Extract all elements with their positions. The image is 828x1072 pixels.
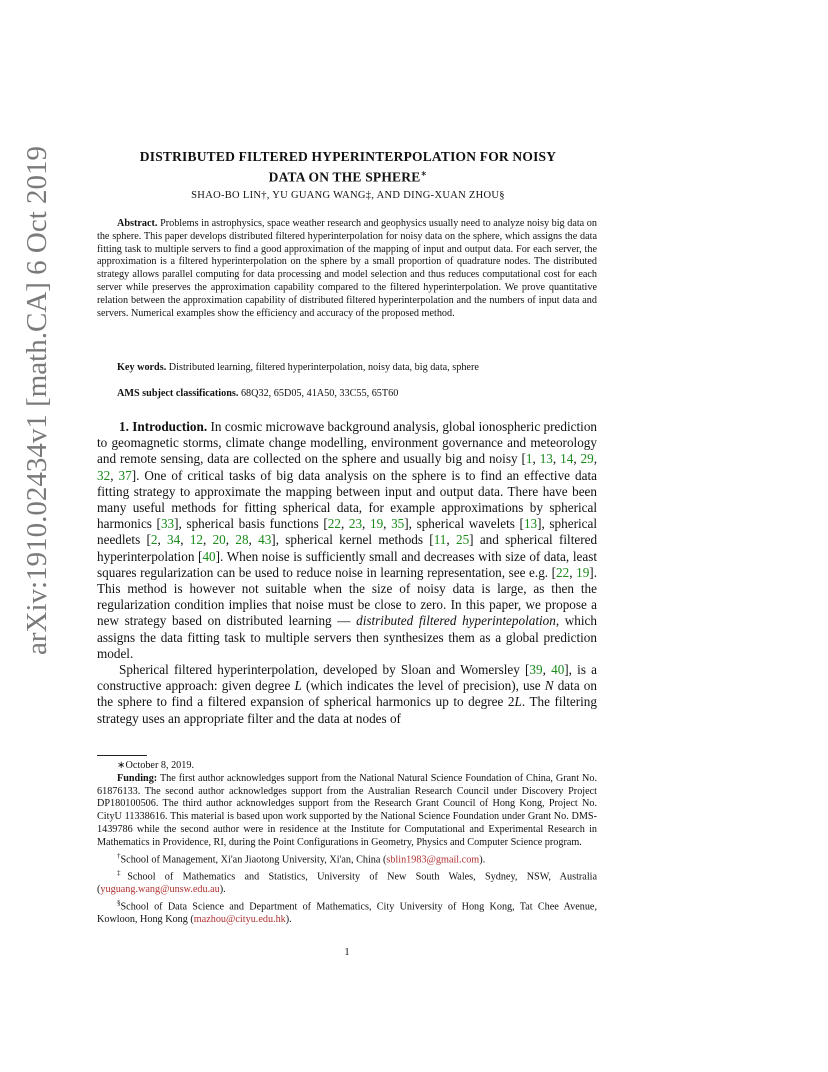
body-text: , [180, 532, 190, 548]
title-line-2 [98, 165, 598, 186]
body-text: , [573, 451, 581, 467]
citation-link[interactable]: 33 [160, 516, 175, 532]
intro-paragraph-2 [97, 662, 597, 727]
body-text: In cosmic microwave background analysis, global ionospheric prediction to geomagnetic storms, climate change modelling, environment governance and meteorology and remote sensing, data are collected on the sphere and usually big and noisy [ [97, 419, 598, 467]
body-text: Spherical filtered hyperinterpolation, developed by Sloan and Womersley [ [119, 662, 530, 678]
italic-text: distributed filtered hyperintepolation [356, 613, 556, 629]
affiliation-1-end: ). [479, 853, 486, 865]
affiliation-1-text: School of Management, Xi'an Jiaotong University, Xi'an, China ( [120, 853, 387, 865]
body-text: , [552, 451, 561, 467]
body-text: ]. One of critical tasks of big data analysis on the sphere is to find an effective data fitting strategy to approximate the mapping between input and output data. There have been many useful methods for fitting spherical data, for example approximations by spherical harmonics [ [97, 467, 598, 532]
intro-paragraph-1 [97, 419, 597, 662]
citation-link[interactable]: 19 [369, 516, 384, 532]
ams-text: 68Q32, 65D05, 41A50, 33C55, 65T60 [240, 388, 399, 399]
body-text: , [532, 451, 540, 467]
footnote-affiliation-2 [97, 867, 597, 897]
paper-title [98, 148, 598, 186]
footnote-mark-section: § [117, 898, 121, 907]
italic-text: N [544, 678, 554, 694]
email-link-wang[interactable]: yuguang.wang@unsw.edu.au [100, 883, 220, 895]
citation-link[interactable]: 22 [327, 516, 341, 532]
citation-link[interactable]: 14 [560, 451, 574, 467]
citation-link[interactable]: 13 [539, 451, 553, 467]
body-text: ], spherical wavelets [ [404, 516, 524, 532]
title-line-2-text: DATA ON THE SPHERE [268, 169, 421, 185]
body-text: ], spherical kernel methods [ [271, 532, 434, 548]
email-link-zhou[interactable]: mazhou@cityu.edu.hk [193, 913, 286, 925]
abstract-label: Abstract. [117, 218, 158, 229]
body-text: , which assigns the data fitting task to multiple servers then synthesizes them as a global prediction model. [97, 613, 598, 661]
body-text: , [446, 532, 456, 548]
italic-text: L [514, 694, 522, 710]
body-text: . The filtering strategy uses an appropriate filter and the data at nodes of [97, 694, 597, 726]
footnotes [97, 760, 597, 927]
body-text: , [340, 516, 349, 532]
footnote-date: ∗October 8, 2019. [117, 760, 195, 771]
title-line-1: DISTRIBUTED FILTERED HYPERINTERPOLATION FOR NOISY [139, 149, 557, 164]
footnote-mark-double-dagger: ‡ [117, 868, 128, 877]
introduction-section [97, 419, 597, 727]
keywords [97, 361, 597, 374]
citation-link[interactable]: 11 [433, 532, 447, 548]
citation-link[interactable]: 35 [391, 516, 405, 532]
citation-link[interactable]: 13 [523, 516, 538, 532]
abstract [97, 218, 597, 320]
citation-link[interactable]: 39 [529, 662, 543, 678]
email-link-lin[interactable]: sblin1983@gmail.com [386, 853, 480, 865]
citation-link[interactable]: 1 [525, 451, 533, 467]
author-list: SHAO-BO LIN†, YU GUANG WANG‡, AND DING-XUAN ZHOU§ [191, 190, 505, 201]
footnote-mark-dagger: † [117, 851, 121, 860]
footnote-rule [97, 755, 147, 756]
page-number: 1 [344, 947, 350, 958]
citation-link[interactable]: 19 [576, 564, 590, 580]
footnote-funding [97, 773, 597, 850]
citation-link[interactable]: 12 [189, 532, 203, 548]
citation-link[interactable]: 2 [150, 532, 158, 548]
body-text: , [383, 516, 392, 532]
citation-link[interactable]: 20 [212, 532, 226, 548]
body-text: ], spherical basis functions [ [174, 516, 328, 532]
affiliation-2-text: School of Mathematics and Statistics, University of New South Wales, Sydney, NSW, Australia ( [97, 871, 598, 895]
footnote-affiliation-1 [97, 850, 597, 867]
citation-link[interactable]: 32 [97, 467, 111, 483]
citation-link[interactable]: 25 [455, 532, 470, 548]
body-text: , [110, 467, 119, 483]
arxiv-identifier-stamp: arXiv:1910.02434v1 [math.CA] 6 Oct 2019 [21, 145, 53, 655]
body-text: , [569, 564, 577, 580]
funding-label: Funding: [117, 772, 158, 784]
citation-link[interactable]: 23 [348, 516, 363, 532]
body-text: , [203, 532, 213, 548]
body-text: , [248, 532, 259, 548]
funding-text: The first author acknowledges support from the National Natural Science Foundation of China, Grant No. 61876133. The second author acknowledges support from the Australian Research Council under Discovery Project DP180100506. The third author acknowledges support from the Research Grant Council of Hong Kong, Project No. CityU 11338616. This material is based upon work supported by the National Science Foundation under Grant No. DMS-1439786 while the second author were in residence at the Institute for Computational and Experimental Research in Mathematics in Providence, RI, during the Point Configurations in Geometry, Physics and Computer Science program. [97, 772, 597, 848]
italic-text: L [294, 678, 302, 694]
title-footnote-mark: ∗ [420, 169, 428, 178]
citation-link[interactable]: 40 [551, 662, 565, 678]
citation-link[interactable]: 34 [167, 532, 181, 548]
body-text: , [542, 662, 552, 678]
body-text: ]. This method is however not suitable when the size of noisy data is large, as then the regularization condition implies that noise must be close to zero. In this paper, we propose a new strategy based on distributed learning — [97, 564, 597, 629]
body-text: , [225, 532, 236, 548]
body-text: , [157, 532, 168, 548]
ams-classifications [97, 387, 597, 400]
body-text: (which indicates the level of precision), use [301, 678, 545, 694]
footnote-affiliation-3 [97, 897, 597, 927]
body-text: ], spherical needlets [ [97, 516, 598, 548]
affiliation-3-text: School of Data Science and Department of Mathematics, City University of Hong Kong, Tat Chee Avenue, Kowloon, Hong Kong ( [97, 901, 597, 925]
keywords-text: Distributed learning, filtered hyperinterpolation, noisy data, big data, sphere [168, 362, 479, 373]
citation-link[interactable]: 29 [580, 451, 594, 467]
citation-link[interactable]: 40 [202, 548, 216, 564]
body-text: ] and spherical filtered hyperinterpolation [ [97, 532, 598, 564]
body-text: , [593, 451, 598, 467]
section-heading: 1. Introduction. [119, 419, 208, 434]
ams-label: AMS subject classifications. [117, 388, 239, 399]
intro-paragraph-1-body [97, 419, 597, 661]
body-text: data on the sphere to find a filtered expansion of spherical harmonics up to degree 2 [97, 678, 597, 710]
citation-link[interactable]: 37 [118, 467, 132, 483]
affiliation-2-end: ). [219, 883, 226, 895]
affiliation-3-end: ). [285, 913, 292, 925]
body-text: ]. When noise is sufficiently small and decreases with size of data, least squares regularization can be used to reduce noise in learning representation, see e.g. [ [97, 548, 597, 580]
abstract-text: Problems in astrophysics, space weather research and geophysics usually need to analyze noisy big data on the sphere. This paper develops distributed filtered hyperinterpolation for noisy data on the sphere, which assigns the data fitting task to multiple servers to find a good approximation of the mapping of input and output data. For each server, the approximation is a filtered hyperinterpolation on the sphere by a small proportion of quadrature nodes. The distributed strategy allows parallel computing for data processing and model selection and thus reduces computational cost for each server while preserves the approximation capability compared to the filtered hyperinterpolation. We prove quantitative relation between the approximation capability of distributed filtered hyperinterpolation and the numbers of input data and servers. Numerical examples show the efficiency and accuracy of the proposed method. [97, 218, 597, 319]
body-text: ], is a constructive approach: given degree [97, 662, 597, 694]
keywords-label: Key words. [117, 362, 167, 373]
citation-link[interactable]: 43 [258, 532, 272, 548]
citation-link[interactable]: 28 [235, 532, 249, 548]
citation-link[interactable]: 22 [556, 564, 570, 580]
body-text: , [362, 516, 370, 532]
